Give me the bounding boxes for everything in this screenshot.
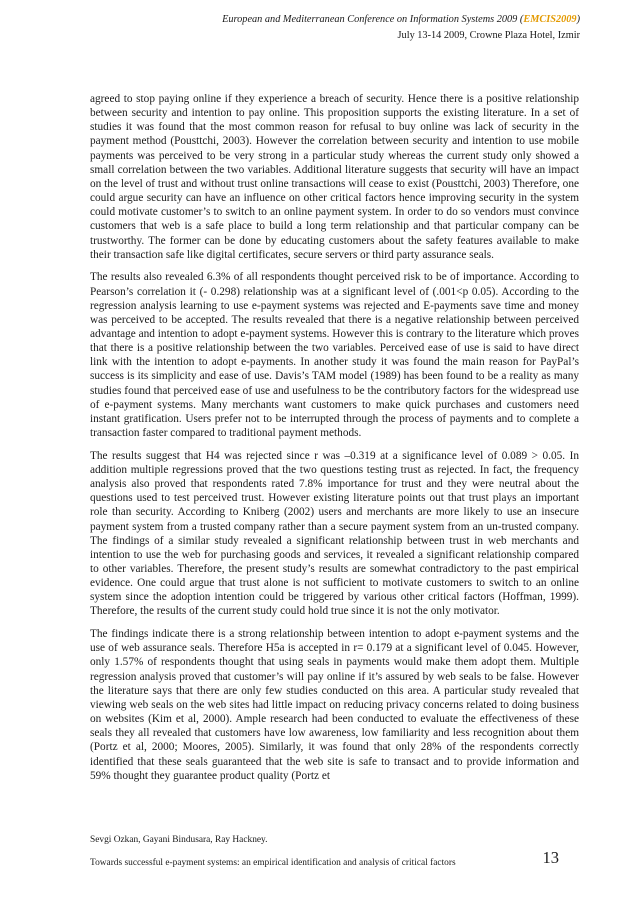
- paragraph-1: agreed to stop paying online if they experience a breach of security. Hence there is a positive relationship between security and intention to pay online. This proposition supports the existing literature. In a set of studies it was found that the most common reason for refusal to buy online was lack of security in the payment method (Pousttchi, 2003). However the correlation between security and intention to use mobile payments was perceived to be very strong in a particular study whereas the current study only showed a small correlation between the two variables. Additional literature suggests that security will have an impact on the level of trust and without trust online transactions will cease to exist (Pousttchi, 2003) Therefore, one could argue security can have an influence on other critical factors hence improving security in the system could motivate customer’s to switch to an online payment system. In order to do so vendors must convince customers that web is a safe place to build a long term relationship and that particular company can be trustworthy. The former can be done by educating customers about the safety features available to make their transaction safe like digital certificates, secure servers or third party assurance seals.: [90, 93, 579, 261]
- conference-acronym: EMCIS2009: [523, 14, 577, 25]
- footer-authors: Sevgi Ozkan, Gayani Bindusara, Ray Hackney.: [90, 835, 268, 845]
- page-number: 13: [542, 848, 559, 867]
- paragraph-3: The results suggest that H4 was rejected since r was –0.319 at a significance level of 0.089 > 0.05. In addition multiple regressions proved that the two questions testing trust as rejected. In fact, the frequency analysis also proved that respondents rated 7.8% importance for trust and they were neutral about the questions used to test perceived trust. However existing literature points out that trust plays an important role than security. According to Kniberg (2002) users and merchants are more likely to use an insecure payment system from a trusted company rather than a secure payment system from an un-trusted company. The findings of a similar study revealed a significant relationship between trust in web merchants and intention to use the web for purchasing goods and services, it revealed a significant relationship compared to other variables. Therefore, the present study’s results are somewhat contradictory to the past empirical evidence. One could argue that trust alone is not sufficient to motivate customers to switch to an online system since the adoption intention could be triggered by various other critical factors (Hoffman, 1999). Therefore, the results of the current study could hold true since it is not the only motivator.: [90, 449, 579, 618]
- conference-name: European and Mediterranean Conference on Information Systems 2009 (: [222, 14, 524, 25]
- running-footer: [90, 834, 579, 870]
- running-header: [222, 12, 580, 44]
- conference-line: [222, 12, 580, 28]
- paragraph-4: The findings indicate there is a strong relationship between intention to adopt e-payment systems and the use of web assurance seals. Therefore H5a is accepted in r= 0.179 at a significant level of 0.045. However, only 1.57% of respondents thought that using seals in payments would make them adopt them. Multiple regression analysis proved that customer’s will pay online if it’s assured by web seals to be false. However the literature says that there are only few studies conducted on this area. A particular study revealed that viewing web seals on the web sites had little impact on reducing privacy concerns related to doing business on websites (Kim et al, 2000). Ample research had been conducted to evaluate the effectiveness of these seals they all revealed that customers have low awareness, low familiarity and less recognition about them (Portz et al, 2000; Moores, 2005). Similarly, it was found that only 28% of the respondents correctly identified that these seals guaranteed that the web site is safe to transact and to provide information and 59% thought they guarantee product quality (Portz et: [90, 628, 579, 782]
- paragraph-2: The results also revealed 6.3% of all respondents thought perceived risk to be of importance. According to Pearson’s correlation it (- 0.298) relationship was at a significant level of (.001<p 0.05). According to the regression analysis learning to use e-payment systems was rejected and E-payments save time and money was perceived to be accepted. The results revealed that there is a negative relationship between perceived advantage and intention to adopt e-payment systems. However this is contrary to the literature which proves that there is a positive relationship between the two variables. Perceived ease of use is said to have direct link with the intention to adopt e-payments. In another study it was found the main reason for PayPal’s success is its simplicity and ease of use. Davis’s TAM model (1989) has been found to be a reality as many studies found that perceived ease of use and usefulness to be the contributory factors for the widespread use of e-payment systems. Many merchants want customers to make quick purchases and customers need instant gratification. Users prefer not to be interrupted through the process of payments and to complete a transaction faster compared to traditional payment methods.: [90, 271, 579, 440]
- conference-date-location: July 13-14 2009, Crowne Plaza Hotel, Izmir: [397, 30, 580, 41]
- footer-paper-title: Towards successful e-payment systems: an empirical identification and analysis of critical factors: [90, 858, 456, 868]
- conference-close-paren: ): [576, 14, 580, 25]
- body-text: [90, 92, 579, 791]
- footer-title-line: [90, 848, 579, 870]
